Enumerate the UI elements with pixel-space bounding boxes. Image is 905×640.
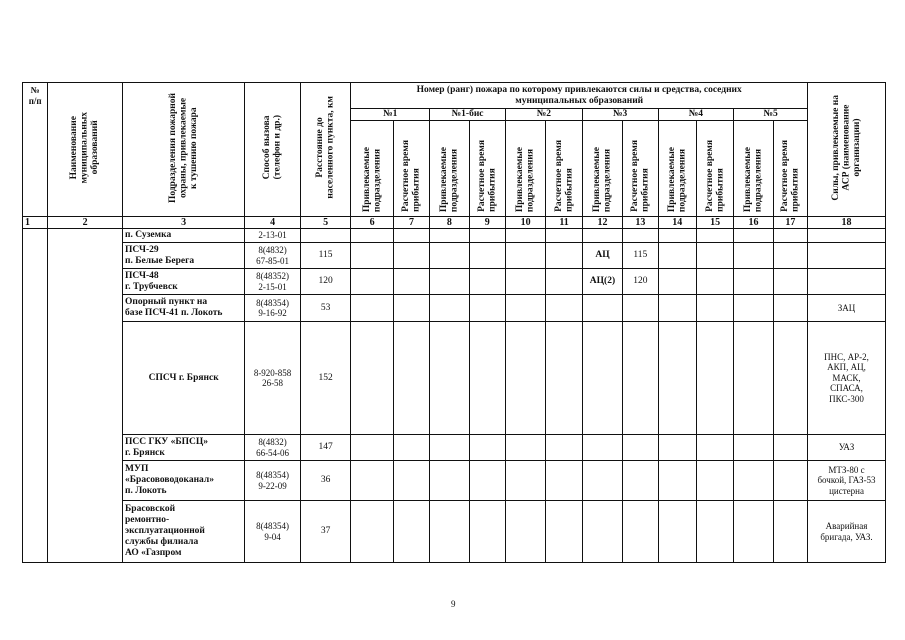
subheader-units-text: Привлекаемые подразделения: [361, 146, 383, 212]
phone-cell: 8(48354) 9-04: [245, 501, 301, 563]
document-page: [22, 82, 886, 570]
header-col-4-text: Способ вызова (телефон и др.): [262, 115, 283, 180]
subheader-time-text: Расчетное время прибытия: [704, 140, 726, 212]
column-numbers-row: [23, 217, 886, 229]
header-group-ranks: Номер (ранг) пожара по которому привлекаются силы и средства, соседних муниципальных образований: [351, 83, 808, 109]
subheader-units-text: Привлекаемые подразделения: [515, 146, 536, 212]
header-col-2-text: Наименование муниципальных образований: [69, 111, 101, 184]
subheader-time: [546, 121, 582, 217]
distance-cell: 53: [300, 295, 351, 322]
rank3-time-cell: 120: [623, 269, 658, 295]
asr-cell: [808, 229, 886, 243]
rank3-time-cell: 115: [623, 243, 658, 269]
unit-cell: СПСЧ г. Брянск: [123, 322, 245, 435]
rank-5: №5: [734, 109, 808, 121]
rank-4: №4: [658, 109, 734, 121]
subheader-time: [623, 121, 658, 217]
row-index-cell: [23, 229, 48, 563]
column-number: 18: [808, 217, 886, 229]
subheader-time: [393, 121, 429, 217]
asr-cell: МТЗ-80 с бочкой, ГАЗ-53 цистерна: [808, 461, 886, 501]
subheader-units: [582, 121, 622, 217]
phone-cell: 8(48352) 2-15-01: [245, 269, 301, 295]
subheader-time-text: Расчетное время прибытия: [476, 140, 498, 212]
table-row: [23, 461, 886, 501]
column-number: 12: [582, 217, 622, 229]
rank3-units-cell: [582, 322, 622, 435]
table-row: [23, 435, 886, 461]
header-col-1: № п/п: [23, 83, 48, 217]
rank-1: №1: [351, 109, 430, 121]
column-number: 3: [123, 217, 245, 229]
header-col-3: [123, 83, 245, 217]
distance-cell: 152: [300, 322, 351, 435]
header-col-3-text: Подразделения пожарной охраны, привлекаемые к тушению пожара: [167, 92, 199, 203]
subheader-units: [658, 121, 696, 217]
distance-cell: 120: [300, 269, 351, 295]
phone-cell: 8-920-858 26-58: [245, 322, 301, 435]
rank3-units-cell: [582, 229, 622, 243]
header-col-18-text: Силы, привлекаемые на АСР (наименование организации): [830, 94, 862, 201]
asr-cell: [808, 269, 886, 295]
asr-cell: [808, 243, 886, 269]
column-number: 11: [546, 217, 582, 229]
rank3-time-cell: [623, 501, 658, 563]
rank3-units-cell: [582, 435, 622, 461]
asr-cell: ЗАЦ: [808, 295, 886, 322]
rank3-units-cell: АЦ: [582, 243, 622, 269]
column-number: 2: [48, 217, 123, 229]
subheader-time: [696, 121, 733, 217]
subheader-time: [469, 121, 505, 217]
phone-cell: 8(48354) 9-22-09: [245, 461, 301, 501]
column-number: 1: [23, 217, 48, 229]
column-number: 14: [658, 217, 696, 229]
header-col-2: [48, 83, 123, 217]
column-number: 10: [505, 217, 545, 229]
unit-cell: Опорный пункт на базе ПСЧ-41 п. Локоть: [123, 295, 245, 322]
column-number: 17: [773, 217, 807, 229]
subheader-time-text: Расчетное время прибытия: [629, 140, 651, 212]
municipality-cell: [48, 229, 123, 563]
rank3-time-cell: [623, 435, 658, 461]
unit-cell: МУП «Брасововодоканал» п. Локоть: [123, 461, 245, 501]
header-col-5: [300, 83, 351, 217]
rank-1-bis: №1-бис: [430, 109, 506, 121]
subheader-units: [351, 121, 393, 217]
subheader-units-text: Привлекаемые подразделения: [666, 146, 688, 212]
column-number: 16: [734, 217, 773, 229]
column-number: 15: [696, 217, 733, 229]
header-col-5-text: Расстояние до населенного пункта, км: [315, 96, 336, 199]
rank3-time-cell: [623, 322, 658, 435]
table-row: [23, 269, 886, 295]
distance-cell: [300, 229, 351, 243]
subheader-units-text: Привлекаемые подразделения: [742, 146, 764, 212]
rank3-time-cell: [623, 461, 658, 501]
header-col-4: [245, 83, 301, 217]
subheader-units-text: Привлекаемые подразделения: [591, 146, 613, 212]
phone-cell: 2-13-01: [245, 229, 301, 243]
subheader-time-text: Расчетное время прибытия: [401, 140, 422, 212]
table-row: [23, 243, 886, 269]
table-row: [23, 295, 886, 322]
table-row: [23, 501, 886, 563]
rank3-time-cell: [623, 295, 658, 322]
fire-resources-table: [22, 82, 886, 563]
column-number: 9: [469, 217, 505, 229]
rank-2: №2: [505, 109, 582, 121]
distance-cell: 147: [300, 435, 351, 461]
subheader-time: [773, 121, 807, 217]
asr-cell: Аварийная бригада, УАЗ.: [808, 501, 886, 563]
rank3-units-cell: [582, 461, 622, 501]
table-row: [23, 229, 886, 243]
column-number: 8: [430, 217, 469, 229]
rank3-time-cell: [623, 229, 658, 243]
page-number: 9: [451, 599, 456, 609]
subheader-time-text: Расчетное время прибытия: [779, 140, 801, 212]
subheader-units: [430, 121, 469, 217]
phone-cell: 8(4832) 66-54-06: [245, 435, 301, 461]
rank-3: №3: [582, 109, 658, 121]
unit-cell: ПСЧ-29 п. Белые Берега: [123, 243, 245, 269]
subheader-time-text: Расчетное время прибытия: [553, 140, 575, 212]
phone-cell: 8(48354) 9-16-92: [245, 295, 301, 322]
distance-cell: 37: [300, 501, 351, 563]
phone-cell: 8(4832) 67-85-01: [245, 243, 301, 269]
rank3-units-cell: [582, 501, 622, 563]
column-number: 6: [351, 217, 393, 229]
asr-cell: ПНС, АР-2, АКП, АЦ, МАСК, СПАСА, ПКС-300: [808, 322, 886, 435]
column-number: 4: [245, 217, 301, 229]
rank3-units-cell: [582, 295, 622, 322]
column-number: 5: [300, 217, 351, 229]
unit-cell: ПСС ГКУ «БПСЦ» г. Брянск: [123, 435, 245, 461]
unit-cell: ПСЧ-48 г. Трубчевск: [123, 269, 245, 295]
subheader-units: [734, 121, 773, 217]
column-number: 7: [393, 217, 429, 229]
subheader-units: [505, 121, 545, 217]
unit-cell: Брасовской ремонтно- эксплуатационной службы филиала АО «Газпром: [123, 501, 245, 563]
asr-cell: УАЗ: [808, 435, 886, 461]
subheader-units-text: Привлекаемые подразделения: [438, 146, 460, 212]
table-row: [23, 322, 886, 435]
column-number: 13: [623, 217, 658, 229]
distance-cell: 115: [300, 243, 351, 269]
rank3-units-cell: АЦ(2): [582, 269, 622, 295]
unit-cell: п. Суземка: [123, 229, 245, 243]
header-col-18: [808, 83, 886, 217]
distance-cell: 36: [300, 461, 351, 501]
